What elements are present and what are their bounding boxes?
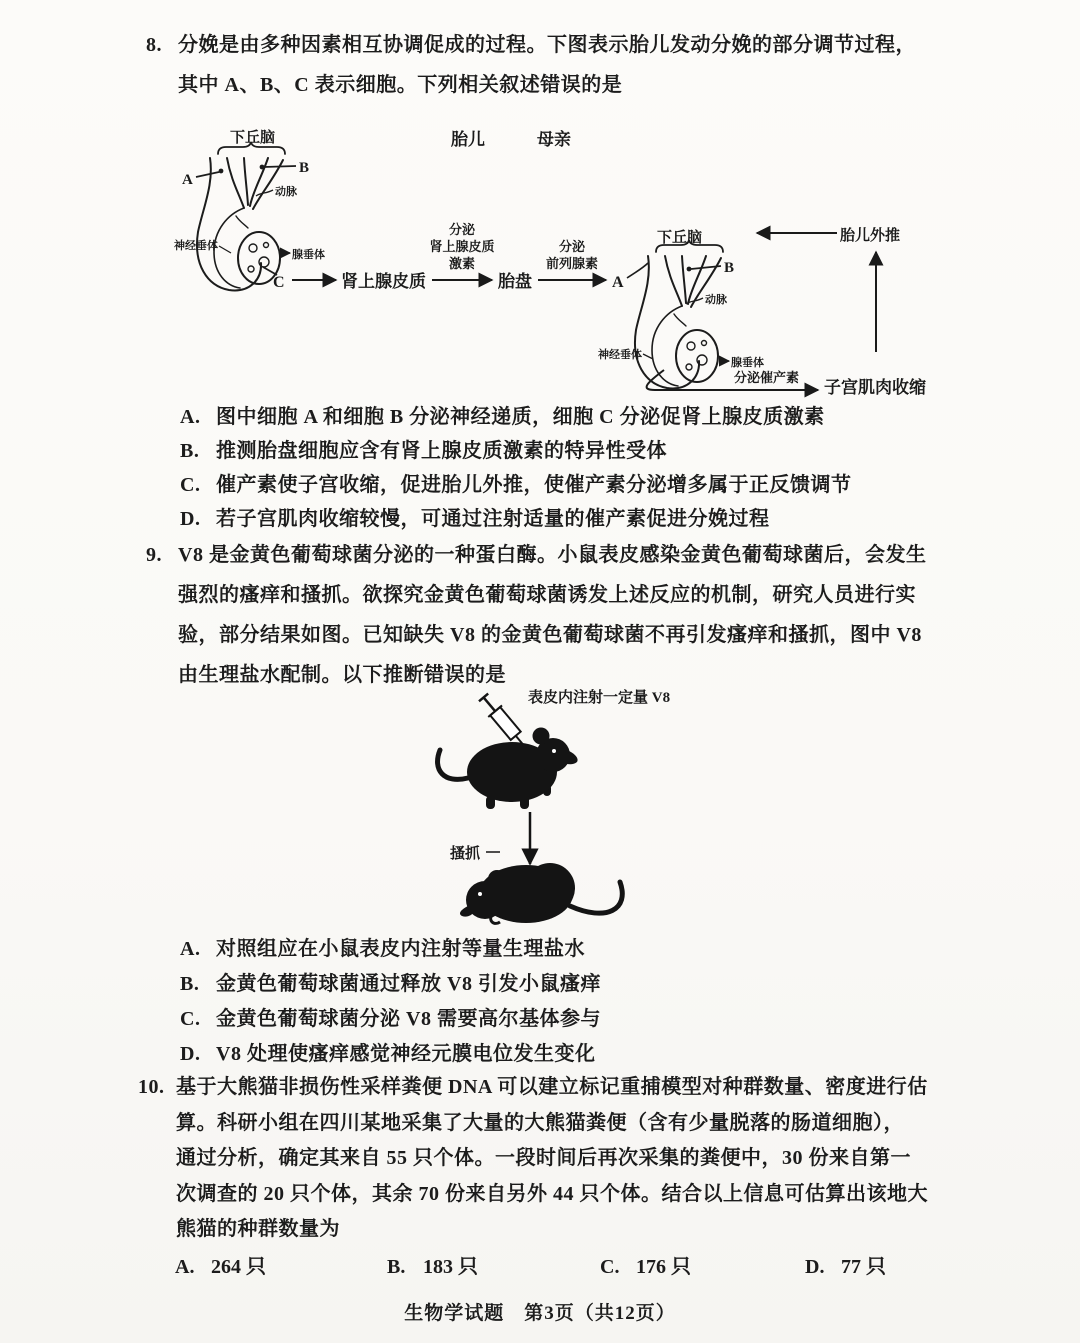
option-label: C. bbox=[180, 1008, 201, 1030]
q9-option-c bbox=[180, 1002, 1040, 1037]
option-label: C. bbox=[600, 1256, 620, 1278]
cell-dot bbox=[219, 169, 224, 174]
q8-diagram bbox=[140, 112, 970, 417]
q10-option-b bbox=[387, 1250, 478, 1284]
mouse-tail bbox=[438, 750, 468, 779]
question-stem-line: 验，部分结果如图。已知缺失 V8 的金黄色葡萄球菌不再引发瘙痒和搔抓，图中 V8 bbox=[178, 624, 922, 646]
option-label: D. bbox=[805, 1256, 825, 1278]
label-push-fetus: 胎儿外推 bbox=[840, 228, 901, 244]
stem-text: V8 是金黄色葡萄球菌分泌的一种蛋白酶。小鼠表皮感染金黄色葡萄球菌后，会发生 bbox=[178, 544, 927, 566]
label-uterine-contraction: 子宫肌肉收缩 bbox=[824, 378, 926, 397]
q8-option-d bbox=[180, 502, 1040, 536]
question-number: 9. bbox=[146, 544, 162, 566]
q8-options bbox=[180, 400, 1040, 536]
q8-option-b bbox=[180, 434, 1040, 468]
label-secrete-acth-1: 分泌 bbox=[448, 222, 476, 237]
option-label: A. bbox=[180, 938, 201, 960]
label-cell-a-fetus: A bbox=[182, 172, 193, 188]
option-label: C. bbox=[180, 474, 201, 496]
option-text: 77 只 bbox=[841, 1256, 886, 1278]
label-mother-column: 母亲 bbox=[537, 130, 571, 149]
page-footer: 生物学试题 第3页（共12页） bbox=[404, 1303, 676, 1324]
label-secrete-acth-2: 肾上腺皮质 bbox=[429, 239, 495, 254]
q9-options bbox=[180, 932, 1040, 1072]
question-stem-line bbox=[146, 535, 1046, 575]
label-fetus-column: 胎儿 bbox=[451, 130, 485, 149]
pointer-line bbox=[196, 172, 219, 177]
mouse-ear bbox=[533, 728, 550, 745]
cell-dot bbox=[687, 267, 692, 272]
question-stem-line: 算。科研小组在四川某地采集了大量的大熊猫粪便（含有少量脱落的肠道细胞）， bbox=[176, 1111, 904, 1134]
option-text: 推测胎盘细胞应含有肾上腺皮质激素的特异性受体 bbox=[216, 440, 667, 462]
label-secrete-pg-2: 前列腺素 bbox=[545, 256, 599, 271]
pointer-line bbox=[219, 246, 231, 253]
mouse-eye bbox=[478, 892, 482, 896]
label-cell-b-fetus: B bbox=[299, 160, 310, 176]
q10-option-c bbox=[600, 1250, 691, 1284]
label-neurohypophysis-fetus: 神经垂体 bbox=[174, 240, 218, 252]
question-stem-line bbox=[138, 1070, 1038, 1106]
option-label: D. bbox=[180, 508, 201, 530]
option-label: B. bbox=[180, 973, 200, 995]
label-hypothalamus-fetus: 下丘脑 bbox=[230, 130, 276, 146]
q8-option-c bbox=[180, 468, 1040, 502]
mouse-ear bbox=[488, 870, 506, 888]
mouse-scratching bbox=[460, 863, 622, 923]
cell-dot bbox=[260, 165, 265, 170]
option-text: 金黄色葡萄球菌分泌 V8 需要高尔基体参与 bbox=[216, 1008, 601, 1030]
question-stem-line: 通过分析，确定其来自 55 只个体。一段时间后再次采集的粪便中，30 份来自第一 bbox=[176, 1147, 911, 1169]
label-cell-c: C bbox=[273, 274, 285, 291]
mouse-eye bbox=[552, 749, 556, 753]
mouse-injected bbox=[438, 728, 578, 810]
option-text: V8 处理使瘙痒感觉神经元膜电位发生变化 bbox=[216, 1043, 596, 1065]
option-text: 对照组应在小鼠表皮内注射等量生理盐水 bbox=[216, 938, 585, 960]
q9-figure bbox=[380, 680, 710, 935]
option-label: D. bbox=[180, 1043, 201, 1065]
label-artery-fetus: 动脉 bbox=[275, 186, 297, 198]
pointer-line bbox=[627, 263, 648, 278]
q10-options bbox=[0, 1250, 1080, 1286]
label-neurohypophysis-mother: 神经垂体 bbox=[598, 349, 642, 361]
label-secrete-acth-3: 激素 bbox=[448, 256, 476, 271]
label-secrete-pg-1: 分泌 bbox=[558, 239, 586, 254]
question-stem-line: 由生理盐水配制。以下推断错误的是 bbox=[178, 664, 506, 686]
label-cell-a-mother: A bbox=[612, 274, 624, 291]
q9-option-a bbox=[180, 932, 1040, 967]
option-text: 图中细胞 A 和细胞 B 分泌神经递质，细胞 C 分泌促肾上腺皮质激素 bbox=[216, 406, 825, 428]
label-artery-mother: 动脉 bbox=[705, 294, 727, 306]
option-text: 264 只 bbox=[211, 1256, 266, 1278]
q8-option-a bbox=[180, 400, 1040, 434]
label-scratch: 搔抓 bbox=[450, 846, 481, 862]
option-text: 若子宫肌肉收缩较慢，可通过注射适量的催产素促进分娩过程 bbox=[216, 508, 770, 530]
question-stem-line: 其中 A、B、C 表示细胞。下列相关叙述错误的是 bbox=[178, 74, 623, 96]
option-label: A. bbox=[180, 406, 201, 428]
label-injection: 表皮内注射一定量 V8 bbox=[528, 690, 671, 706]
label-cell-b-mother: B bbox=[724, 260, 735, 276]
label-adrenal-cortex: 肾上腺皮质 bbox=[341, 272, 426, 291]
question-number: 8. bbox=[146, 34, 162, 56]
stem-text: 基于大熊猫非损伤性采样粪便 DNA 可以建立标记重捕模型对种群数量、密度进行估 bbox=[176, 1076, 928, 1098]
question-8 bbox=[146, 25, 1046, 105]
option-label: B. bbox=[180, 440, 200, 462]
question-stem-line bbox=[146, 25, 1046, 65]
question-number: 10. bbox=[138, 1076, 165, 1098]
option-label: A. bbox=[175, 1256, 195, 1278]
question-stem-line: 次调查的 20 只个体，其余 70 份来自另外 44 只个体。结合以上信息可估算出该地大 bbox=[176, 1182, 928, 1205]
q9-option-b bbox=[180, 967, 1040, 1002]
mouse-haunch bbox=[525, 863, 575, 913]
question-9 bbox=[146, 535, 1046, 695]
q9-option-d bbox=[180, 1037, 1040, 1072]
mouse-tail bbox=[570, 882, 622, 913]
option-text: 金黄色葡萄球菌通过释放 V8 引发小鼠瘙痒 bbox=[216, 973, 601, 995]
question-stem-line: 熊猫的种群数量为 bbox=[176, 1218, 340, 1240]
option-text: 催产素使子宫收缩，促进胎儿外推，使催产素分泌增多属于正反馈调节 bbox=[216, 474, 852, 496]
label-secrete-oxytocin: 分泌催产素 bbox=[734, 370, 800, 385]
label-hypothalamus-mother: 下丘脑 bbox=[657, 230, 703, 246]
q10-option-a bbox=[175, 1250, 266, 1284]
option-label: B. bbox=[387, 1256, 406, 1278]
option-text: 176 只 bbox=[636, 1256, 691, 1278]
syringe-plunger bbox=[484, 697, 496, 711]
label-placenta: 胎盘 bbox=[498, 272, 532, 291]
question-stem-line: 强烈的瘙痒和搔抓。欲探究金黄色葡萄球菌诱发上述反应的机制，研究人员进行实 bbox=[178, 584, 916, 606]
q10-option-d bbox=[805, 1250, 886, 1284]
stem-text: 分娩是由多种因素相互协调促成的过程。下图表示胎儿发动分娩的部分调节过程， bbox=[178, 34, 916, 56]
label-adenohypophysis-mother: 腺垂体 bbox=[731, 357, 764, 369]
pointer-line bbox=[264, 166, 296, 167]
question-10 bbox=[138, 1070, 1038, 1248]
label-adenohypophysis-fetus: 腺垂体 bbox=[292, 249, 325, 261]
option-text: 183 只 bbox=[423, 1256, 478, 1278]
